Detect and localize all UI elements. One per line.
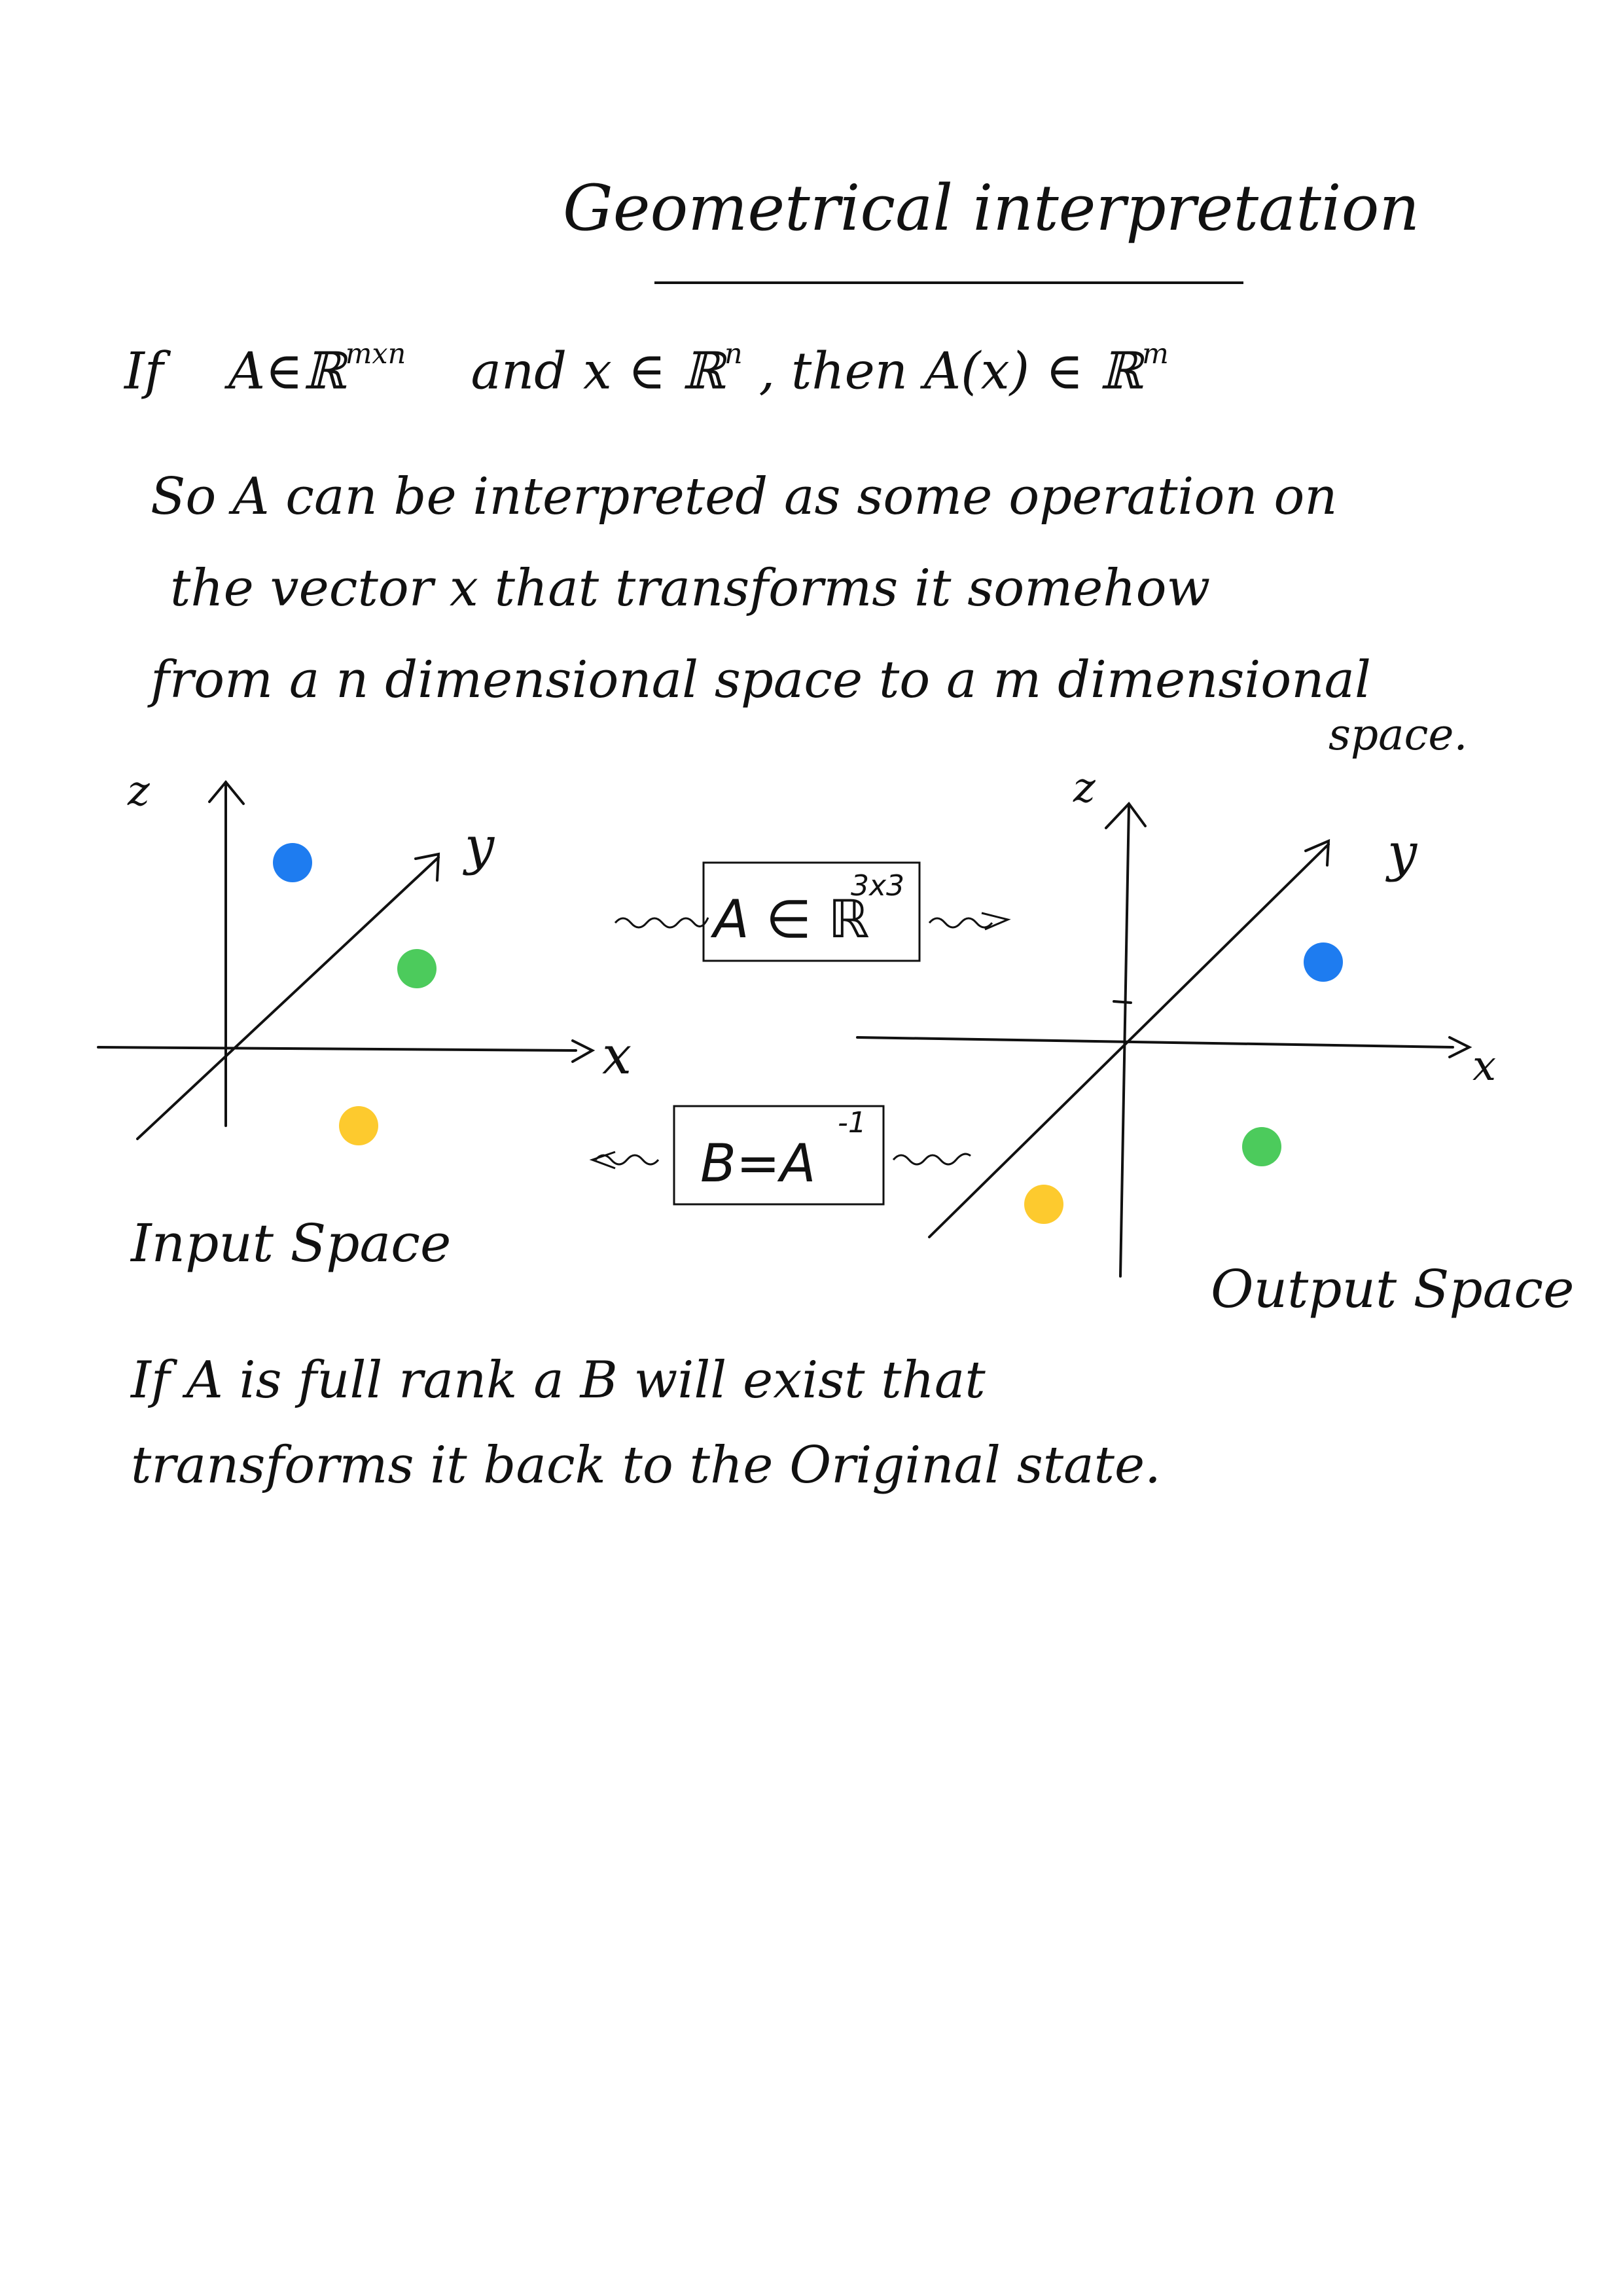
input-z-label: z [128,767,150,816]
result-dims: m [1142,338,1169,370]
forward-box-dims: 3x3 [851,869,905,903]
input-green-point [397,949,437,988]
inverse-box-label: B=A [700,1133,816,1194]
statement-line-3: the vector x that transforms it somehow [170,559,1211,618]
input-yellow-point [339,1106,378,1145]
output-blue-point [1304,942,1343,982]
statement-line-4-cont: space. [1329,709,1468,760]
output-z-arrow [1106,804,1145,828]
statement-line-2: So A can be interpreted as some operation on [151,467,1338,526]
vector-x-membership: and x ∈ ℝ [471,342,725,401]
if-word: If [124,342,164,401]
forward-box-label: A ∈ ℝ [713,889,870,950]
input-blue-point [273,843,312,882]
statement-line-4: from a n dimensional space to a m dimensional [151,651,1371,709]
input-space-label: Input Space [131,1213,452,1274]
forward-squiggle-left [615,918,708,927]
inverse-box-dims: -1 [838,1106,866,1139]
vector-dims: n [724,338,743,370]
output-space-label: Output Space [1211,1259,1575,1319]
input-y-label: y [465,816,495,876]
page-title: Geometrical interpretation [563,171,1420,245]
statement-line-6: transforms it back to the Original state. [131,1436,1161,1495]
output-x-axis [857,1037,1453,1047]
statement-line-5: If A is full rank a B will exist that [131,1351,986,1410]
input-x-axis [98,1047,576,1050]
output-z-tick [1114,1001,1131,1003]
output-green-point [1242,1127,1281,1166]
input-x-label: x [602,1025,632,1086]
inverse-squiggle-right [893,1154,971,1164]
input-axes [98,782,592,1139]
output-y-label: y [1387,822,1418,883]
forward-squiggle-right [929,918,992,927]
output-y-arrow [1306,841,1329,865]
output-z-label: z [1073,764,1096,812]
output-x-label: x [1472,1042,1497,1090]
matrix-dims: mxn [345,338,406,370]
inverse-squiggle-left [596,1155,658,1164]
output-axes [857,804,1469,1276]
result-membership: , then A(x) ∈ ℝ [758,342,1143,401]
matrix-a-membership: A∈ℝ [228,342,346,401]
input-y-axis [137,857,438,1139]
output-yellow-point [1024,1185,1063,1224]
